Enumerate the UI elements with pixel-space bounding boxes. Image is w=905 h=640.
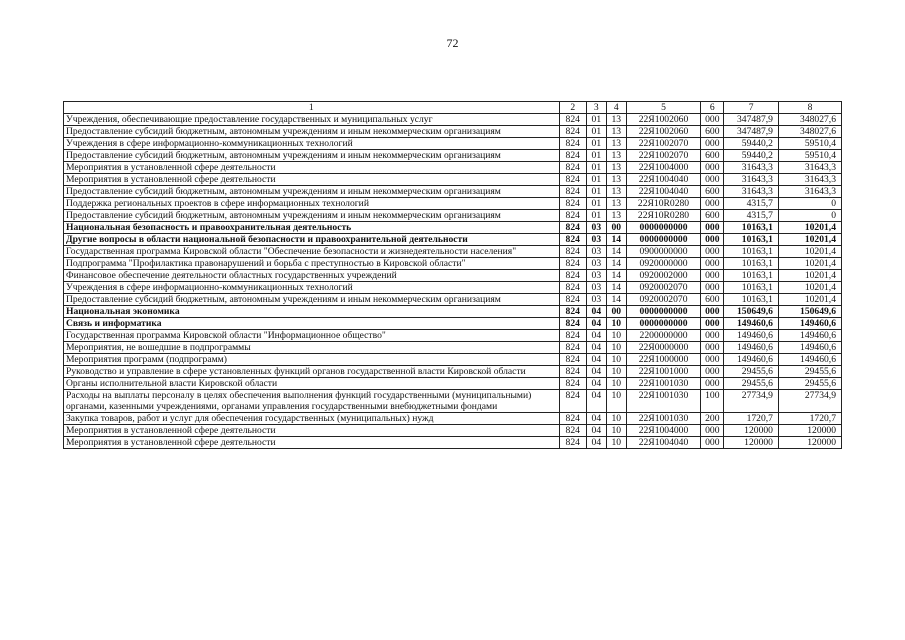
expense-type-cell: 000 [701,366,724,378]
table-row [64,114,842,126]
ministry-code-cell: 824 [559,222,586,234]
amount-year1-cell: 149460,6 [724,354,779,366]
table-row [64,186,842,198]
ministry-code-cell: 824 [559,354,586,366]
target-article-cell: 0920002070 [626,282,701,294]
table-row [64,162,842,174]
ministry-code-cell: 824 [559,174,586,186]
target-article-cell: 0000000000 [626,234,701,246]
amount-year1-cell: 149460,6 [724,318,779,330]
ministry-code-cell: 824 [559,210,586,222]
table-row [64,390,842,413]
item-name-cell: Предоставление субсидий бюджетным, автономным учреждениям и иным некоммерческим организациям [64,210,560,222]
subsection-cell: 13 [606,198,626,210]
section-cell: 03 [586,282,606,294]
subsection-cell: 14 [606,234,626,246]
section-cell: 01 [586,138,606,150]
amount-year2-cell: 10201,4 [778,258,841,270]
subsection-cell: 10 [606,354,626,366]
ministry-code-cell: 824 [559,378,586,390]
expense-type-cell: 000 [701,354,724,366]
item-name-cell: Государственная программа Кировской области "Обеспечение безопасности и жизнедеятельности населения" [64,246,560,258]
amount-year2-cell: 10201,4 [778,246,841,258]
subsection-cell: 13 [606,126,626,138]
item-name-cell: Расходы на выплаты персоналу в целях обеспечения выполнения функций государственными (муниципальными) органами, казенными учреждениями, органами управления государственными внебюджетными фондами [64,390,560,413]
table-row [64,330,842,342]
ministry-code-cell: 824 [559,162,586,174]
ministry-code-cell: 824 [559,366,586,378]
amount-year2-cell: 0 [778,198,841,210]
table-row [64,174,842,186]
target-article-cell: 22Я1004040 [626,186,701,198]
expense-type-cell: 600 [701,210,724,222]
section-cell: 03 [586,258,606,270]
header-cell: 3 [586,102,606,114]
expense-type-cell: 000 [701,174,724,186]
subsection-cell: 10 [606,330,626,342]
table-row [64,234,842,246]
amount-year1-cell: 10163,1 [724,246,779,258]
header-cell: 2 [559,102,586,114]
ministry-code-cell: 824 [559,114,586,126]
amount-year1-cell: 59440,2 [724,138,779,150]
target-article-cell: 22Я1001030 [626,378,701,390]
amount-year2-cell: 29455,6 [778,366,841,378]
target-article-cell: 0920002000 [626,270,701,282]
subsection-cell: 14 [606,258,626,270]
subsection-cell: 10 [606,378,626,390]
table-row [64,198,842,210]
amount-year1-cell: 10163,1 [724,258,779,270]
section-cell: 01 [586,162,606,174]
amount-year1-cell: 31643,3 [724,174,779,186]
ministry-code-cell: 824 [559,437,586,449]
item-name-cell: Мероприятия в установленной сфере деятельности [64,162,560,174]
amount-year1-cell: 150649,6 [724,306,779,318]
table-row [64,258,842,270]
amount-year1-cell: 149460,6 [724,330,779,342]
subsection-cell: 13 [606,186,626,198]
amount-year1-cell: 31643,3 [724,162,779,174]
section-cell: 04 [586,342,606,354]
item-name-cell: Поддержка региональных проектов в сфере информационных технологий [64,198,560,210]
expense-type-cell: 000 [701,437,724,449]
item-name-cell: Предоставление субсидий бюджетным, автономным учреждениям и иным некоммерческим организациям [64,150,560,162]
target-article-cell: 22Я1000000 [626,354,701,366]
subsection-cell: 13 [606,174,626,186]
subsection-cell: 14 [606,294,626,306]
subsection-cell: 14 [606,270,626,282]
item-name-cell: Учреждения в сфере информационно-коммуникационных технологий [64,282,560,294]
amount-year1-cell: 1720,7 [724,413,779,425]
expense-type-cell: 600 [701,186,724,198]
header-cell: 5 [626,102,701,114]
section-cell: 01 [586,126,606,138]
amount-year1-cell: 120000 [724,437,779,449]
target-article-cell: 22Я1001030 [626,413,701,425]
table-row [64,306,842,318]
expense-type-cell: 000 [701,306,724,318]
subsection-cell: 00 [606,306,626,318]
section-cell: 03 [586,270,606,282]
amount-year2-cell: 31643,3 [778,162,841,174]
target-article-cell: 22Я10R0280 [626,210,701,222]
subsection-cell: 10 [606,342,626,354]
expense-type-cell: 000 [701,318,724,330]
target-article-cell: 22Я1002070 [626,150,701,162]
section-cell: 04 [586,437,606,449]
ministry-code-cell: 824 [559,425,586,437]
section-cell: 01 [586,210,606,222]
ministry-code-cell: 824 [559,282,586,294]
amount-year1-cell: 10163,1 [724,234,779,246]
ministry-code-cell: 824 [559,234,586,246]
subsection-cell: 13 [606,114,626,126]
amount-year2-cell: 10201,4 [778,222,841,234]
amount-year2-cell: 120000 [778,437,841,449]
target-article-cell: 2200000000 [626,330,701,342]
table-row [64,270,842,282]
ministry-code-cell: 824 [559,138,586,150]
section-cell: 01 [586,114,606,126]
expense-type-cell: 600 [701,150,724,162]
item-name-cell: Национальная экономика [64,306,560,318]
ministry-code-cell: 824 [559,186,586,198]
ministry-code-cell: 824 [559,390,586,413]
amount-year2-cell: 0 [778,210,841,222]
table-row [64,378,842,390]
table-row [64,354,842,366]
expense-type-cell: 000 [701,330,724,342]
expense-type-cell: 100 [701,390,724,413]
header-cell: 6 [701,102,724,114]
target-article-cell: 22Я1002060 [626,114,701,126]
amount-year1-cell: 10163,1 [724,282,779,294]
subsection-cell: 14 [606,246,626,258]
amount-year1-cell: 27734,9 [724,390,779,413]
ministry-code-cell: 824 [559,413,586,425]
amount-year2-cell: 31643,3 [778,186,841,198]
amount-year2-cell: 29455,6 [778,378,841,390]
target-article-cell: 22Я1002070 [626,138,701,150]
amount-year2-cell: 348027,6 [778,126,841,138]
amount-year2-cell: 348027,6 [778,114,841,126]
amount-year2-cell: 27734,9 [778,390,841,413]
expense-type-cell: 000 [701,378,724,390]
target-article-cell: 22Я10R0280 [626,198,701,210]
target-article-cell: 0920000000 [626,258,701,270]
item-name-cell: Учреждения в сфере информационно-коммуникационных технологий [64,138,560,150]
amount-year1-cell: 10163,1 [724,222,779,234]
ministry-code-cell: 824 [559,306,586,318]
table-row [64,150,842,162]
expense-type-cell: 000 [701,162,724,174]
budget-table [63,101,842,449]
subsection-cell: 10 [606,425,626,437]
table-row [64,366,842,378]
item-name-cell: Предоставление субсидий бюджетным, автономным учреждениям и иным некоммерческим организациям [64,294,560,306]
amount-year1-cell: 120000 [724,425,779,437]
subsection-cell: 13 [606,138,626,150]
table-row [64,294,842,306]
table-header-row [64,102,842,114]
target-article-cell: 22Я1002060 [626,126,701,138]
amount-year1-cell: 149460,6 [724,342,779,354]
target-article-cell: 22Я1004040 [626,174,701,186]
ministry-code-cell: 824 [559,318,586,330]
expense-type-cell: 000 [701,342,724,354]
item-name-cell: Мероприятия программ (подпрограмм) [64,354,560,366]
header-cell: 1 [64,102,560,114]
ministry-code-cell: 824 [559,246,586,258]
ministry-code-cell: 824 [559,150,586,162]
header-cell: 4 [606,102,626,114]
amount-year1-cell: 59440,2 [724,150,779,162]
table-body [64,114,842,449]
amount-year2-cell: 10201,4 [778,234,841,246]
amount-year1-cell: 31643,3 [724,186,779,198]
amount-year2-cell: 149460,6 [778,354,841,366]
amount-year1-cell: 4315,7 [724,210,779,222]
target-article-cell: 0000000000 [626,318,701,330]
item-name-cell: Мероприятия в установленной сфере деятельности [64,437,560,449]
expense-type-cell: 000 [701,114,724,126]
subsection-cell: 10 [606,390,626,413]
table-row [64,342,842,354]
amount-year1-cell: 10163,1 [724,294,779,306]
amount-year1-cell: 29455,6 [724,366,779,378]
expense-type-cell: 000 [701,234,724,246]
page-number: 72 [446,36,459,50]
item-name-cell: Мероприятия в установленной сфере деятельности [64,425,560,437]
expense-type-cell: 000 [701,282,724,294]
amount-year2-cell: 120000 [778,425,841,437]
ministry-code-cell: 824 [559,126,586,138]
target-article-cell: 22Я1004000 [626,162,701,174]
target-article-cell: 22Я0000000 [626,342,701,354]
amount-year2-cell: 149460,6 [778,342,841,354]
amount-year1-cell: 29455,6 [724,378,779,390]
expense-type-cell: 000 [701,270,724,282]
header-cell: 8 [778,102,841,114]
section-cell: 04 [586,378,606,390]
amount-year1-cell: 347487,9 [724,114,779,126]
item-name-cell: Предоставление субсидий бюджетным, автономным учреждениям и иным некоммерческим организациям [64,186,560,198]
section-cell: 04 [586,413,606,425]
subsection-cell: 10 [606,437,626,449]
expense-type-cell: 000 [701,246,724,258]
amount-year2-cell: 149460,6 [778,318,841,330]
amount-year2-cell: 149460,6 [778,330,841,342]
target-article-cell: 0000000000 [626,306,701,318]
amount-year2-cell: 59510,4 [778,138,841,150]
subsection-cell: 00 [606,222,626,234]
amount-year2-cell: 150649,6 [778,306,841,318]
subsection-cell: 13 [606,210,626,222]
section-cell: 04 [586,318,606,330]
section-cell: 04 [586,354,606,366]
amount-year2-cell: 59510,4 [778,150,841,162]
table-row [64,413,842,425]
table-row [64,222,842,234]
expense-type-cell: 000 [701,198,724,210]
item-name-cell: Мероприятия в установленной сфере деятельности [64,174,560,186]
amount-year2-cell: 31643,3 [778,174,841,186]
table-row [64,437,842,449]
ministry-code-cell: 824 [559,270,586,282]
header-cell: 7 [724,102,779,114]
subsection-cell: 10 [606,318,626,330]
amount-year2-cell: 1720,7 [778,413,841,425]
section-cell: 04 [586,390,606,413]
target-article-cell: 0920002070 [626,294,701,306]
item-name-cell: Подпрограмма "Профилактика правонарушений и борьба с преступностью в Кировской области" [64,258,560,270]
subsection-cell: 13 [606,162,626,174]
item-name-cell: Государственная программа Кировской области "Информационное общество" [64,330,560,342]
item-name-cell: Национальная безопасность и правоохранительная деятельность [64,222,560,234]
ministry-code-cell: 824 [559,294,586,306]
section-cell: 04 [586,366,606,378]
table-row [64,138,842,150]
section-cell: 03 [586,246,606,258]
amount-year1-cell: 4315,7 [724,198,779,210]
item-name-cell: Предоставление субсидий бюджетным, автономным учреждениям и иным некоммерческим организациям [64,126,560,138]
section-cell: 01 [586,150,606,162]
amount-year2-cell: 10201,4 [778,282,841,294]
target-article-cell: 0000000000 [626,222,701,234]
target-article-cell: 22Я1004040 [626,437,701,449]
amount-year2-cell: 10201,4 [778,270,841,282]
item-name-cell: Мероприятия, не вошедшие в подпрограммы [64,342,560,354]
table-row [64,246,842,258]
expense-type-cell: 000 [701,425,724,437]
table-row [64,318,842,330]
item-name-cell: Закупка товаров, работ и услуг для обеспечения государственных (муниципальных) нужд [64,413,560,425]
section-cell: 01 [586,186,606,198]
subsection-cell: 10 [606,366,626,378]
amount-year2-cell: 10201,4 [778,294,841,306]
expense-type-cell: 600 [701,126,724,138]
section-cell: 03 [586,234,606,246]
section-cell: 04 [586,425,606,437]
expense-type-cell: 600 [701,294,724,306]
target-article-cell: 22Я1001030 [626,390,701,413]
amount-year1-cell: 10163,1 [724,270,779,282]
ministry-code-cell: 824 [559,198,586,210]
table-row [64,126,842,138]
section-cell: 03 [586,222,606,234]
expense-type-cell: 000 [701,138,724,150]
table-row [64,282,842,294]
ministry-code-cell: 824 [559,258,586,270]
item-name-cell: Руководство и управление в сфере установленных функций органов государственной власти Кировской области [64,366,560,378]
section-cell: 01 [586,174,606,186]
target-article-cell: 22Я1004000 [626,425,701,437]
item-name-cell: Органы исполнительной власти Кировской области [64,378,560,390]
expense-type-cell: 200 [701,413,724,425]
section-cell: 04 [586,306,606,318]
amount-year1-cell: 347487,9 [724,126,779,138]
table-row [64,210,842,222]
subsection-cell: 10 [606,413,626,425]
item-name-cell: Другие вопросы в области национальной безопасности и правоохранительной деятельности [64,234,560,246]
expense-type-cell: 000 [701,258,724,270]
ministry-code-cell: 824 [559,330,586,342]
subsection-cell: 13 [606,150,626,162]
section-cell: 01 [586,198,606,210]
ministry-code-cell: 824 [559,342,586,354]
section-cell: 04 [586,330,606,342]
target-article-cell: 0900000000 [626,246,701,258]
item-name-cell: Связь и информатика [64,318,560,330]
subsection-cell: 14 [606,282,626,294]
expense-type-cell: 000 [701,222,724,234]
section-cell: 03 [586,294,606,306]
item-name-cell: Финансовое обеспечение деятельности областных государственных учреждений [64,270,560,282]
item-name-cell: Учреждения, обеспечивающие предоставление государственных и муниципальных услуг [64,114,560,126]
table-row [64,425,842,437]
target-article-cell: 22Я1001000 [626,366,701,378]
